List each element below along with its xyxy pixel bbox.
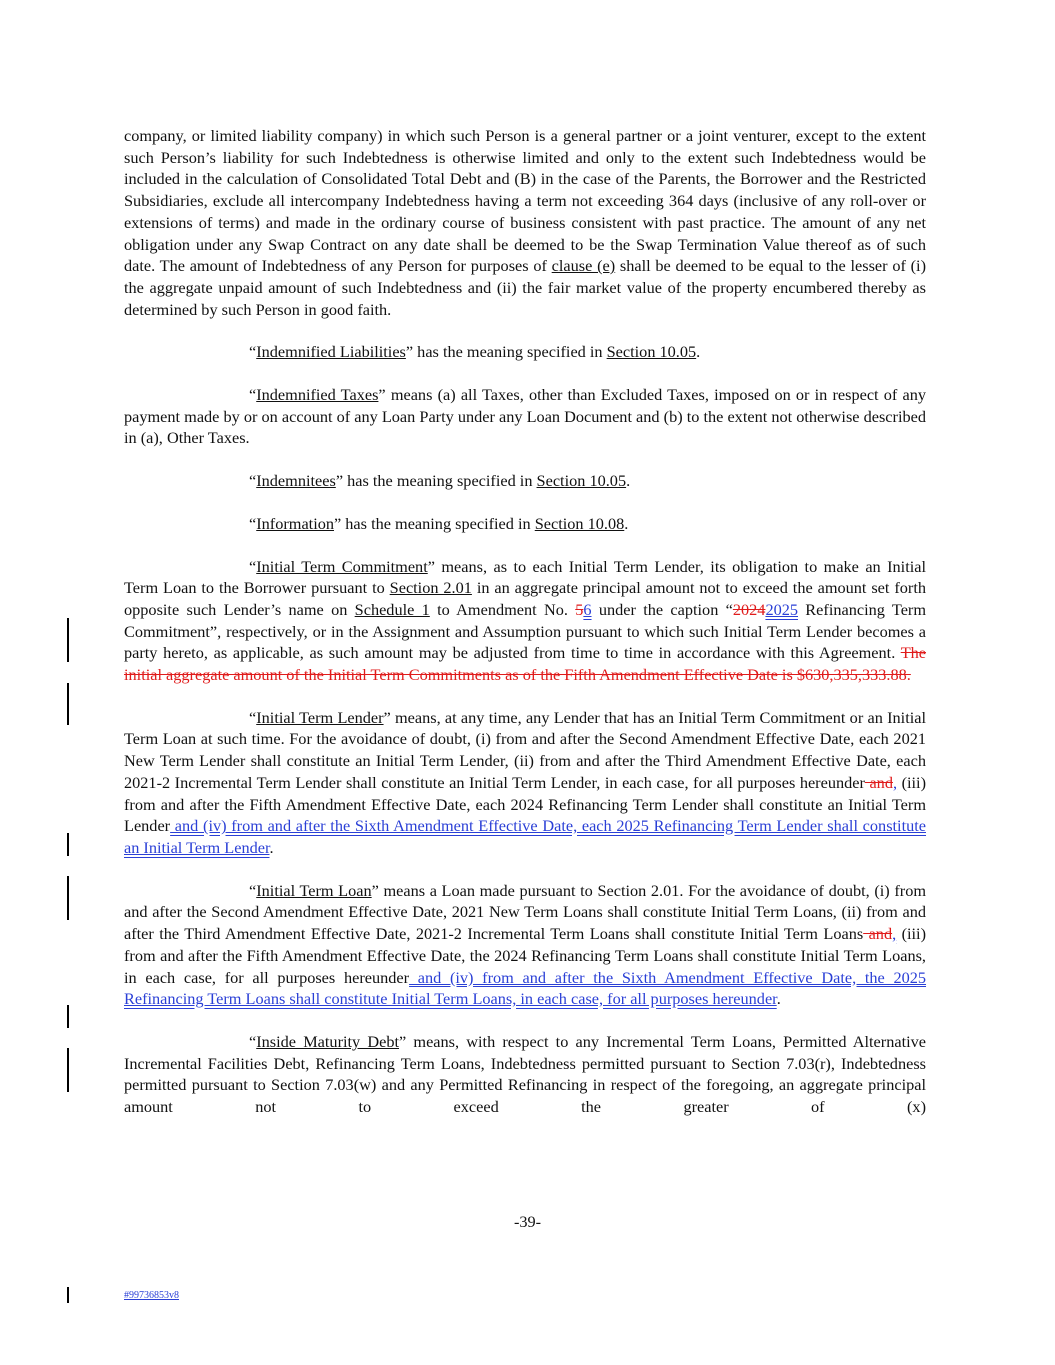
defined-term: Indemnified Taxes — [256, 385, 379, 405]
defined-term: Initial Term Commitment — [256, 556, 428, 576]
change-bar — [67, 1005, 69, 1028]
definition-indemnified-taxes: “Indemnified Taxes” means (a) all Taxes, other than Excluded Taxes, imposed on or in respect of any payment made by or on account of any Loan Party under any Loan Document and (b) to the extent not otherwise described in (a), Other Taxes. — [124, 385, 926, 448]
clause-reference: clause (e) — [551, 256, 616, 276]
section-reference: Section 2.01 — [389, 578, 472, 598]
inserted-text: , — [892, 772, 898, 792]
text: shall be deemed to be equal to the lesser of (i) the aggregate unpaid amount of such Indebtedness and (ii) the fair market value of the property encumbered thereby as determined by such Person in good faith. — [124, 256, 926, 319]
defined-term: Indemnified Liabilities — [256, 342, 406, 362]
defined-term: Information — [256, 513, 334, 533]
section-reference: Section 10.08 — [534, 513, 625, 533]
definition-indemnitees: “Indemnitees” has the meaning specified in Section 10.05. — [249, 471, 631, 491]
change-bar — [67, 1048, 69, 1092]
defined-term: Indemnitees — [256, 471, 336, 491]
document-id: #99736853v8 — [124, 1290, 179, 1301]
defined-term: Inside Maturity Debt — [256, 1031, 400, 1051]
change-bar — [67, 683, 69, 725]
defined-term: Initial Term Loan — [256, 880, 372, 900]
change-bar — [67, 1287, 69, 1303]
inserted-text: 6 — [583, 599, 592, 619]
defined-term: Initial Term Lender — [256, 707, 384, 727]
change-bar — [67, 618, 69, 662]
deleted-text: The initial aggregate amount of the Initial Term Commitments as of the Fifth Amendment Effective Date is $630,335,333.88. — [124, 643, 926, 685]
document-body — [124, 125, 926, 1118]
definition-initial-term-lender: “Initial Term Lender” means, at any time, any Lender that has an Initial Term Commitment or an Initial Term Loan at such time. For the avoidance of doubt, (i) from and after the Second Amendment Effective Date, each 2021 New Term Lender shall constitute an Initial Term Lender, (ii) from and after the Third Amendment Effective Date, each 2021-2 Incremental Term Lender shall constitute an Initial Term Lender, in each case, for all purposes hereunder and, (iii) from and after the Fifth Amendment Effective Date, each 2024 Refinancing Term Lender shall constitute an Initial Term Lender and (iv) from and after the Sixth Amendment Effective Date, each 2025 Refinancing Term Lender shall constitute an Initial Term Lender. — [124, 707, 927, 857]
definition-information: “Information” has the meaning specified in Section 10.08. — [249, 513, 629, 533]
definition-inside-maturity-debt: “Inside Maturity Debt” means, with respect to any Incremental Term Loans, Permitted Alternative Incremental Facilities Debt, Refinancing Term Loans, Indebtedness permitted pursuant to Section 7.03(r), Indebtedness permitted pursuant to Section 7.03(w) and any Permitted Refinancing in respect of the foregoing, an aggregate principal amount not to exceed the greater of (x) — [124, 1031, 926, 1117]
text: company, or limited liability company) in which such Person is a general partner or a joint venturer, except to the extent such Person’s liability for such Indebtedness is otherwise limited and only to the extent such Indebtedness would be included in the calculation of Consolidated Total Debt and (B) in the case of the Parents, the Borrower and the Restricted Subsidiaries, exclude all intercompany Indebtedness having a term not exceeding 364 days (inclusive of any roll-over or extensions of terms) and made in the ordinary course of business consistent with past practice. The amount of any net obligation under any Swap Contract on any date shall be deemed to be the Swap Termination Value thereof as of such date. The amount of Indebtedness of any Person for purposes of — [124, 126, 926, 276]
change-bar — [67, 833, 69, 856]
inserted-text: and (iv) from and after the Sixth Amendment Effective Date, each 2025 Refinancing Term Lender shall constitute an Initial Term Lender — [124, 816, 926, 857]
deleted-text: 2024 — [732, 599, 766, 619]
paragraph-indebtedness-continued — [124, 125, 926, 320]
inserted-text: , — [892, 924, 897, 944]
inserted-text: and (iv) from and after the Sixth Amendment Effective Date, the 2025 Refinancing Term Loans shall constitute Initial Term Loans, in each case, for all purposes hereunder — [124, 967, 927, 1009]
section-reference: Section 10.05 — [606, 342, 697, 362]
definition-indemnified-liabilities: “Indemnified Liabilities” has the meaning specified in Section 10.05. — [249, 342, 701, 362]
definition-initial-term-commitment: “Initial Term Commitment” means, as to each Initial Term Lender, its obligation to make an Initial Term Loan to the Borrower pursuant to Section 2.01 in an aggregate principal amount not to exceed the amount set forth opposite such Lender’s name on Schedule 1 to Amendment No. 56 under the caption “20242025 Refinancing Term Commitment”, respectively, or in the Assignment and Assumption pursuant to which such Initial Term Lender becomes a party hereto, as applicable, as such amount may be adjusted from time to time in accordance with this Agreement. The initial aggregate amount of the Initial Term Commitments as of the Fifth Amendment Effective Date is $630,335,333.88. — [124, 556, 927, 685]
deleted-text: and — [864, 772, 893, 792]
section-reference: Section 10.05 — [536, 471, 627, 491]
deleted-text: and — [863, 924, 893, 944]
deleted-text: 5 — [575, 599, 584, 619]
inserted-text: 2025 — [765, 599, 798, 619]
change-bar — [67, 876, 69, 920]
schedule-reference: Schedule 1 — [354, 599, 430, 619]
page-number: -39- — [513, 1212, 542, 1231]
definition-initial-term-loan: “Initial Term Loan” means a Loan made pursuant to Section 2.01. For the avoidance of doubt, (i) from and after the Second Amendment Effective Date, 2021 New Term Loans shall constitute Initial Term Loans, (ii) from and after the Third Amendment Effective Date, 2021-2 Incremental Term Loans shall constitute Initial Term Loans and, (iii) from and after the Fifth Amendment Effective Date, the 2024 Refinancing Term Loans shall constitute Initial Term Loans, in each case, for all purposes hereunder and (iv) from and after the Sixth Amendment Effective Date, the 2025 Refinancing Term Loans shall constitute Initial Term Loans, in each case, for all purposes hereunder. — [124, 880, 927, 1009]
